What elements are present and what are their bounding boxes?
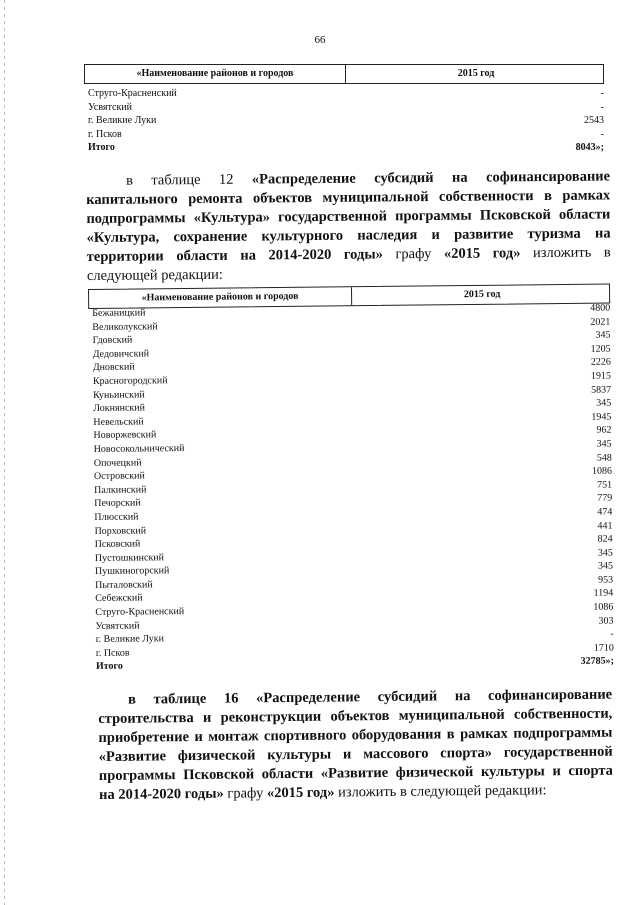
table-1-header: [84, 64, 604, 84]
district-value: 2543: [584, 115, 604, 126]
district-value: -: [600, 128, 604, 140]
district-value: 1710: [593, 642, 614, 654]
p2-line-6: [99, 781, 613, 805]
table-1-body: [84, 87, 604, 155]
district-name: Итого: [95, 661, 123, 673]
district-name: Усвятский: [88, 101, 132, 113]
district-name: г. Псков: [88, 128, 122, 140]
table-2-body: [88, 302, 614, 674]
district-name: Куньинский: [93, 388, 145, 401]
district-name: Струго-Красненский: [88, 88, 177, 99]
district-value: -: [600, 101, 604, 113]
table-row: [84, 101, 604, 115]
p1-bold: «Культура, сохранение культурного наследия и развитие туризма на: [86, 225, 611, 246]
district-name: Дновский: [92, 361, 135, 374]
p1-line-6: [87, 262, 611, 286]
table-row: [84, 141, 604, 155]
district-value: 345: [597, 547, 613, 559]
table-row: [84, 128, 604, 142]
district-name: Великолукский: [92, 320, 158, 333]
district-value: 474: [597, 506, 613, 518]
district-name: Пыталовский: [95, 579, 153, 591]
district-name: Пустошкинский: [94, 551, 165, 564]
table-1: [84, 64, 604, 155]
table-2-col1-header: «Наименование районов и городов: [89, 287, 352, 308]
district-name: Бежаницкий: [92, 307, 146, 319]
p2-text: изложить в следующей редакции:: [334, 782, 547, 801]
p1-bold: подпрограммы «Культура» государственной программы Псковской области: [86, 206, 611, 227]
district-value: -: [610, 628, 614, 640]
district-value: 1945: [591, 411, 612, 423]
p1-text: изложить в: [520, 244, 611, 262]
district-value: 751: [597, 479, 613, 491]
district-value: 2226: [590, 356, 611, 369]
table-2: [88, 284, 614, 674]
district-value: 1194: [593, 587, 614, 600]
district-value: 953: [598, 574, 614, 586]
district-value: 345: [595, 329, 611, 341]
district-name: г. Великие Луки: [88, 115, 157, 126]
district-value: 1205: [590, 343, 611, 355]
district-name: Невельский: [93, 416, 144, 428]
p2-bold: программы Псковской области «Развитие физической культуры и спорта: [98, 762, 613, 784]
p1-bold: капитального ремонта объектов муниципальной собственности в рамках: [86, 187, 611, 208]
district-value: 2021: [590, 316, 611, 328]
district-name: Опочецкий: [93, 456, 142, 469]
p1-text: следующей редакции:: [86, 266, 224, 284]
table-row: [84, 87, 604, 101]
district-value: 32785»;: [580, 655, 614, 668]
table-1-col1-header: «Наименование районов и городов: [85, 65, 346, 83]
p2-text: графу: [223, 785, 267, 802]
page-number: 66: [314, 34, 326, 46]
p2-bold: на 2014-2020 годы»: [99, 785, 224, 803]
district-value: 345: [597, 560, 613, 572]
district-value: 1915: [590, 370, 611, 382]
district-name: Себежский: [95, 592, 143, 605]
paragraph-table-12: [86, 167, 611, 286]
p2-bold: строительства и реконструкции объектов муниципальной собственности,: [98, 705, 613, 727]
district-name: Локнянский: [93, 402, 146, 415]
p2-bold: «Развитие физической культуры и массового спорта» государственной: [98, 743, 613, 765]
district-name: Псковский: [94, 538, 141, 551]
p1-text: графу: [382, 245, 445, 263]
district-name: Гдовский: [92, 334, 133, 347]
paragraph-table-16: [98, 686, 613, 805]
table-2-col2-header: 2015 год: [463, 288, 501, 301]
district-name: Красногородский: [92, 375, 168, 387]
district-name: Островский: [93, 470, 145, 483]
district-value: 824: [597, 533, 613, 545]
district-name: Пушкиногорский: [94, 565, 170, 578]
district-name: г. Великие Луки: [95, 633, 165, 646]
district-name: Новосокольнический: [93, 442, 185, 455]
district-value: 779: [597, 492, 613, 504]
table-row: [84, 114, 604, 128]
district-name: Усвятский: [95, 620, 140, 632]
district-value: 303: [598, 615, 614, 627]
district-name: Новоржевский: [93, 429, 157, 442]
p1-bold: «Распределение субсидий на софинансирование: [251, 168, 611, 188]
district-value: 1086: [591, 465, 612, 477]
p2-bold: приобретение и монтаж спортивного оборудования в рамках подпрограммы: [98, 724, 613, 746]
district-value: 548: [596, 452, 612, 464]
district-name: Дедовичский: [92, 348, 150, 360]
district-name: Плюсский: [94, 511, 139, 523]
district-value: 8043»;: [575, 142, 604, 153]
district-name: Итого: [88, 142, 115, 153]
district-value: 5837: [591, 384, 612, 396]
district-name: Палкинский: [94, 484, 147, 496]
district-value: 962: [596, 424, 612, 437]
table-1-col2-header: 2015 год: [457, 68, 495, 79]
district-value: 345: [596, 438, 612, 450]
district-value: 441: [597, 520, 613, 532]
district-value: 345: [596, 397, 612, 409]
p1-bold: «2015 год»: [443, 245, 521, 262]
p1-bold: территории области на 2014-2020 годы»: [86, 246, 383, 265]
p2-bold: «2015 год»: [266, 784, 335, 802]
district-value: 4800: [590, 302, 611, 314]
district-name: Печорский: [94, 497, 141, 510]
district-name: г. Псков: [95, 647, 130, 659]
district-value: 1086: [593, 601, 614, 613]
scan-edge: [4, 0, 5, 905]
p2-bold: в таблице 16 «Распределение субсидий на софинансирование: [128, 686, 613, 708]
district-name: Струго-Красненский: [95, 606, 185, 619]
district-value: -: [600, 88, 604, 99]
p1-text: в таблице 12: [126, 171, 252, 189]
district-name: Порховский: [94, 524, 147, 537]
